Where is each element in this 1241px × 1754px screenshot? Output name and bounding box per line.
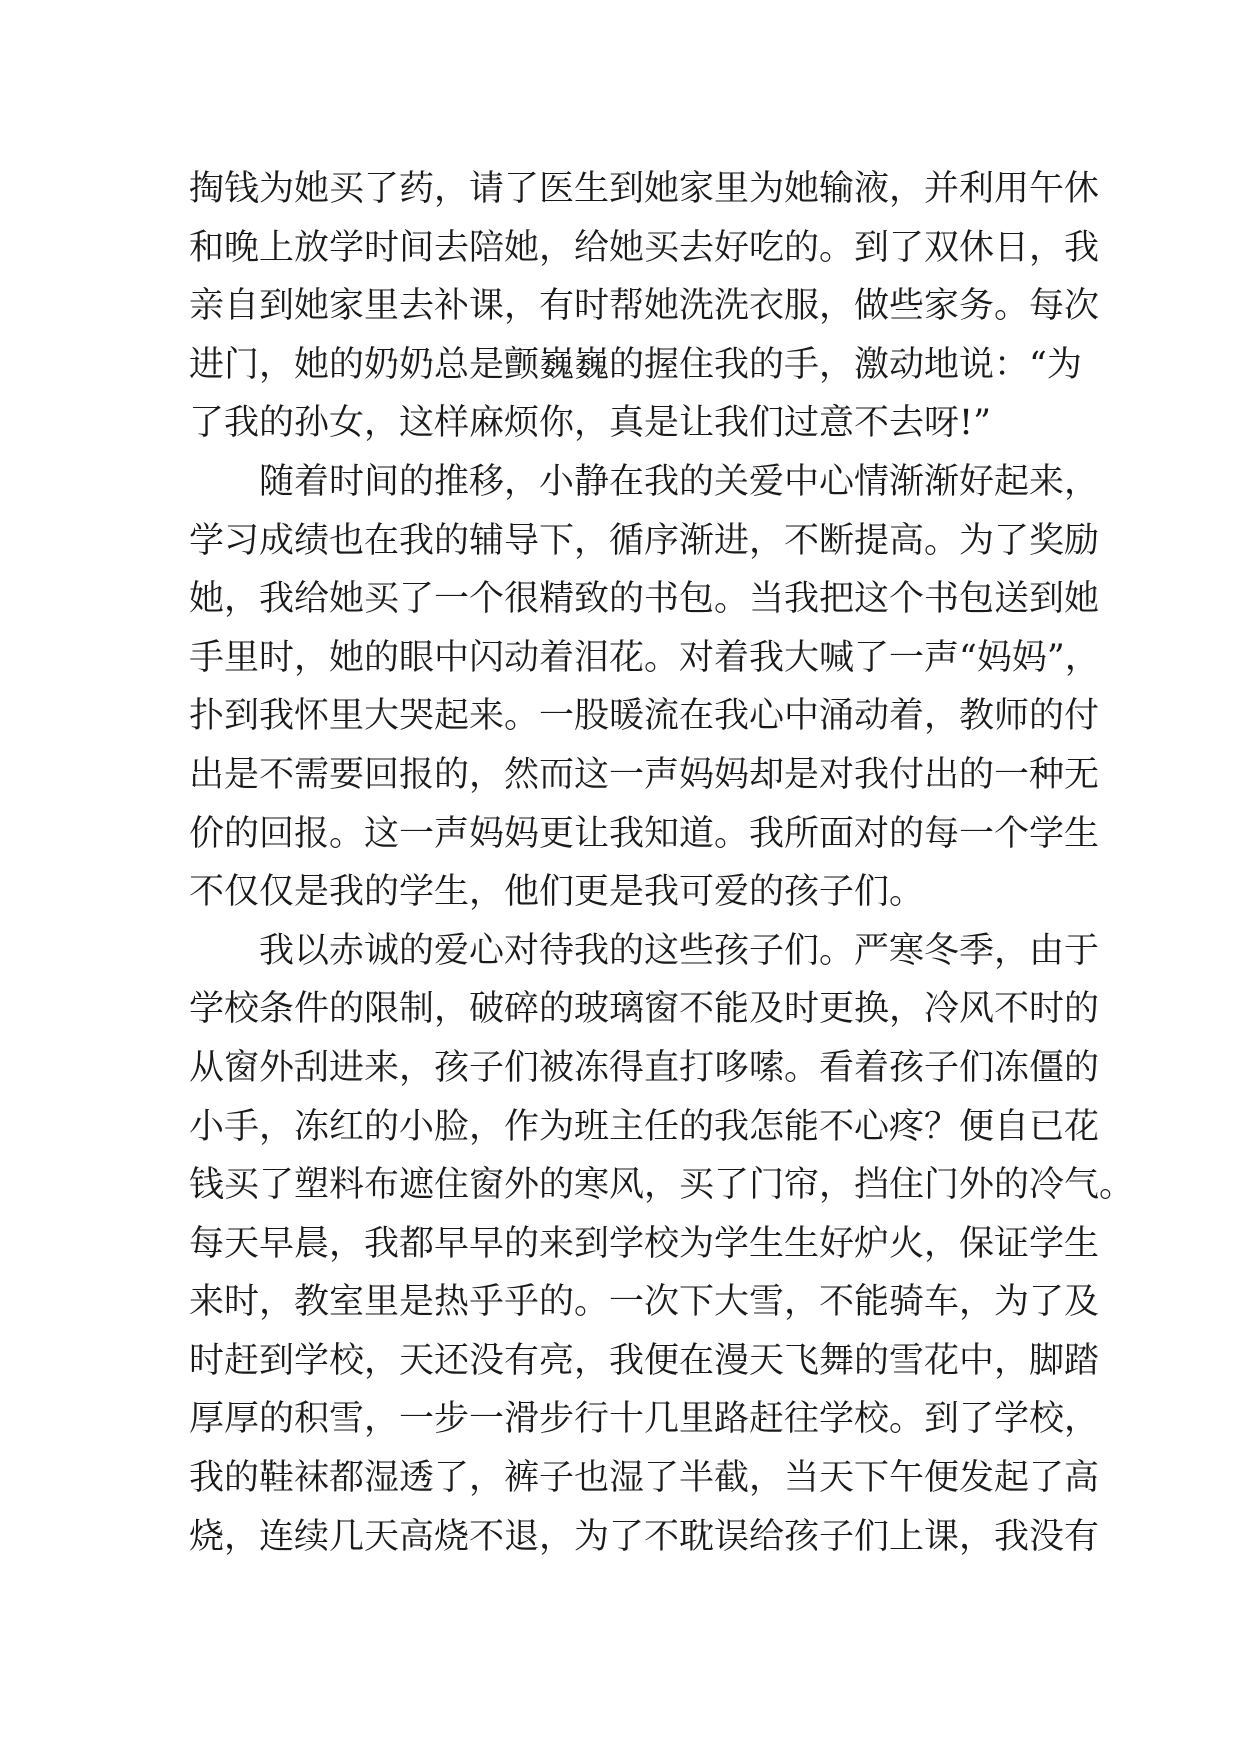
text-line: 厚厚的积雪，一步一滑步行十几里路赶往学校。到了学校， [189,1399,1100,1440]
text-line: 价的回报。这一声妈妈更让我知道。我所面对的每一个学生 [189,813,1100,854]
text-line: 来时，教室里是热乎乎的。一次下大雪，不能骑车，为了及 [189,1282,1100,1323]
text-line: 我的鞋袜都湿透了，裤子也湿了半截，当天下午便发起了高 [189,1458,1100,1499]
text-line: 她，我给她买了一个很精致的书包。当我把这个书包送到她 [189,579,1100,620]
text-line: 扑到我怀里大哭起来。一股暖流在我心中涌动着，教师的付 [189,696,1100,737]
text-line: 随着时间的推移，小静在我的关爱中心情渐渐好起来， [259,461,1100,502]
text-line: 我以赤诚的爱心对待我的这些孩子们。严寒冬季，由于 [259,930,1100,971]
text-line: 学校条件的限制，破碎的玻璃窗不能及时更换，冷风不时的 [189,989,1100,1030]
text-line: 从窗外刮进来，孩子们被冻得直打哆嗦。看着孩子们冻僵的 [189,1047,1100,1088]
text-line: 掏钱为她买了药，请了医生到她家里为她输液，并利用午休 [189,169,1100,209]
text-line: 和晚上放学时间去陪她，给她买去好吃的。到了双休日，我 [189,227,1100,268]
text-line: 每天早晨，我都早早的来到学校为学生生好炉火，保证学生 [189,1223,1100,1264]
text-line: 钱买了塑料布遮住窗外的寒风，买了门帘，挡住门外的冷气。 [189,1165,1135,1206]
body-text [189,160,1135,1566]
text-line: 出是不需要回报的，然而这一声妈妈却是对我付出的一种无 [189,754,1100,795]
text-line: 不仅仅是我的学生，他们更是我可爱的孩子们。 [189,872,925,913]
text-line: 手里时，她的眼中闪动着泪花。对着我大喊了一声“妈妈”， [189,637,1100,678]
text-line: 烧，连续几天高烧不退，为了不耽误给孩子们上课，我没有 [189,1516,1100,1557]
text-line: 亲自到她家里去补课，有时帮她洗洗衣服，做些家务。每次 [189,286,1100,327]
text-line: 学习成绩也在我的辅导下，循序渐进，不断提高。为了奖励 [189,520,1100,561]
text-line: 了我的孙女，这样麻烦你，真是让我们过意不去呀!” [189,403,991,444]
text-line: 小手，冻红的小脸，作为班主任的我怎能不心疼？便自已花 [189,1106,1100,1147]
text-line: 时赶到学校，天还没有亮，我便在漫天飞舞的雪花中，脚踏 [189,1340,1100,1381]
text-line: 进门，她的奶奶总是颤巍巍的握住我的手，激动地说：“为 [189,344,1082,385]
